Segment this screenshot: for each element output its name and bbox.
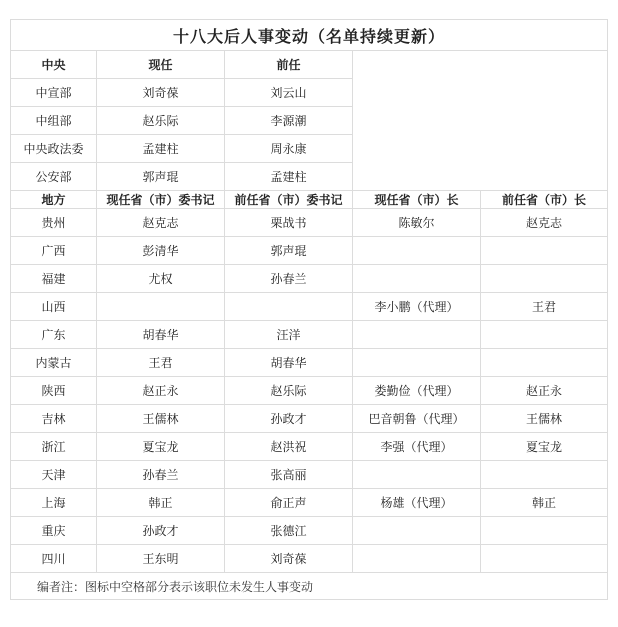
central-previous: 孟建柱 xyxy=(225,163,353,191)
provincial-current-governor xyxy=(353,517,481,545)
provincial-header-region: 地方 xyxy=(11,191,97,209)
provincial-previous-secretary: 赵乐际 xyxy=(225,377,353,405)
provincial-current-governor xyxy=(353,461,481,489)
table-row xyxy=(11,265,608,293)
provincial-current-governor xyxy=(353,237,481,265)
provincial-previous-secretary: 汪洋 xyxy=(225,321,353,349)
provincial-previous-governor xyxy=(481,321,608,349)
table-row xyxy=(11,405,608,433)
provincial-header-current-secretary: 现任省（市）委书记 xyxy=(97,191,225,209)
provincial-previous-governor: 夏宝龙 xyxy=(481,433,608,461)
central-dept: 中宣部 xyxy=(11,79,97,107)
provincial-previous-secretary: 张德江 xyxy=(225,517,353,545)
provincial-current-secretary: 胡春华 xyxy=(97,321,225,349)
provincial-current-secretary: 夏宝龙 xyxy=(97,433,225,461)
table-row xyxy=(11,209,608,237)
provincial-header-previous-governor: 前任省（市）长 xyxy=(481,191,608,209)
provincial-previous-governor xyxy=(481,545,608,573)
provincial-previous-governor xyxy=(481,237,608,265)
provincial-current-governor: 李小鹏（代理） xyxy=(353,293,481,321)
provincial-region: 福建 xyxy=(11,265,97,293)
provincial-region: 四川 xyxy=(11,545,97,573)
provincial-current-governor xyxy=(353,349,481,377)
table-row xyxy=(11,545,608,573)
provincial-previous-governor: 王君 xyxy=(481,293,608,321)
note-row xyxy=(11,573,608,600)
central-current: 赵乐际 xyxy=(97,107,225,135)
table-title: 十八大后人事变动（名单持续更新） xyxy=(11,20,608,51)
table-row xyxy=(11,349,608,377)
provincial-previous-secretary: 郭声琨 xyxy=(225,237,353,265)
central-current: 孟建柱 xyxy=(97,135,225,163)
provincial-previous-governor: 赵克志 xyxy=(481,209,608,237)
personnel-table xyxy=(10,19,608,600)
provincial-region: 浙江 xyxy=(11,433,97,461)
provincial-current-secretary xyxy=(97,293,225,321)
central-dept: 公安部 xyxy=(11,163,97,191)
provincial-current-governor: 李强（代理） xyxy=(353,433,481,461)
table-row xyxy=(11,321,608,349)
table-row xyxy=(11,489,608,517)
provincial-current-secretary: 王君 xyxy=(97,349,225,377)
provincial-current-secretary: 赵克志 xyxy=(97,209,225,237)
provincial-region: 重庆 xyxy=(11,517,97,545)
central-header-row xyxy=(11,51,608,79)
provincial-current-secretary: 彭清华 xyxy=(97,237,225,265)
editor-note: 编者注：图标中空格部分表示该职位未发生人事变动 xyxy=(11,573,608,600)
table-row xyxy=(11,377,608,405)
provincial-region: 广东 xyxy=(11,321,97,349)
provincial-previous-secretary: 俞正声 xyxy=(225,489,353,517)
provincial-current-governor: 杨雄（代理） xyxy=(353,489,481,517)
provincial-previous-secretary: 刘奇葆 xyxy=(225,545,353,573)
provincial-previous-secretary xyxy=(225,293,353,321)
central-dept: 中组部 xyxy=(11,107,97,135)
provincial-header-previous-secretary: 前任省（市）委书记 xyxy=(225,191,353,209)
provincial-current-governor xyxy=(353,265,481,293)
provincial-previous-secretary: 赵洪祝 xyxy=(225,433,353,461)
central-header-dept: 中央 xyxy=(11,51,97,79)
provincial-region: 贵州 xyxy=(11,209,97,237)
provincial-region: 内蒙古 xyxy=(11,349,97,377)
provincial-current-secretary: 赵正永 xyxy=(97,377,225,405)
provincial-current-secretary: 韩正 xyxy=(97,489,225,517)
table-row xyxy=(11,293,608,321)
central-dept: 中央政法委 xyxy=(11,135,97,163)
provincial-current-secretary: 尤权 xyxy=(97,265,225,293)
provincial-current-governor xyxy=(353,545,481,573)
provincial-previous-governor xyxy=(481,461,608,489)
central-previous: 刘云山 xyxy=(225,79,353,107)
central-previous: 李源潮 xyxy=(225,107,353,135)
table-row xyxy=(11,461,608,489)
table-row xyxy=(11,237,608,265)
provincial-previous-secretary: 孙政才 xyxy=(225,405,353,433)
provincial-region: 陕西 xyxy=(11,377,97,405)
central-current: 郭声琨 xyxy=(97,163,225,191)
provincial-previous-secretary: 栗战书 xyxy=(225,209,353,237)
provincial-previous-governor: 赵正永 xyxy=(481,377,608,405)
provincial-current-governor: 娄勤俭（代理） xyxy=(353,377,481,405)
central-previous: 周永康 xyxy=(225,135,353,163)
provincial-region: 山西 xyxy=(11,293,97,321)
provincial-previous-governor xyxy=(481,265,608,293)
central-header-current: 现任 xyxy=(97,51,225,79)
provincial-previous-secretary: 孙春兰 xyxy=(225,265,353,293)
provincial-current-governor: 陈敏尔 xyxy=(353,209,481,237)
provincial-current-governor: 巴音朝鲁（代理） xyxy=(353,405,481,433)
personnel-table-frame xyxy=(10,19,607,600)
provincial-previous-secretary: 胡春华 xyxy=(225,349,353,377)
provincial-previous-secretary: 张高丽 xyxy=(225,461,353,489)
central-blank-area xyxy=(353,51,608,191)
provincial-current-secretary: 王儒林 xyxy=(97,405,225,433)
provincial-region: 广西 xyxy=(11,237,97,265)
provincial-current-secretary: 王东明 xyxy=(97,545,225,573)
central-current: 刘奇葆 xyxy=(97,79,225,107)
provincial-region: 吉林 xyxy=(11,405,97,433)
central-header-previous: 前任 xyxy=(225,51,353,79)
provincial-header-current-governor: 现任省（市）长 xyxy=(353,191,481,209)
provincial-current-secretary: 孙政才 xyxy=(97,517,225,545)
provincial-previous-governor: 王儒林 xyxy=(481,405,608,433)
provincial-previous-governor xyxy=(481,349,608,377)
provincial-previous-governor xyxy=(481,517,608,545)
table-row xyxy=(11,517,608,545)
provincial-current-secretary: 孙春兰 xyxy=(97,461,225,489)
provincial-region: 上海 xyxy=(11,489,97,517)
provincial-header-row xyxy=(11,191,608,209)
provincial-region: 天津 xyxy=(11,461,97,489)
provincial-current-governor xyxy=(353,321,481,349)
table-row xyxy=(11,433,608,461)
provincial-previous-governor: 韩正 xyxy=(481,489,608,517)
